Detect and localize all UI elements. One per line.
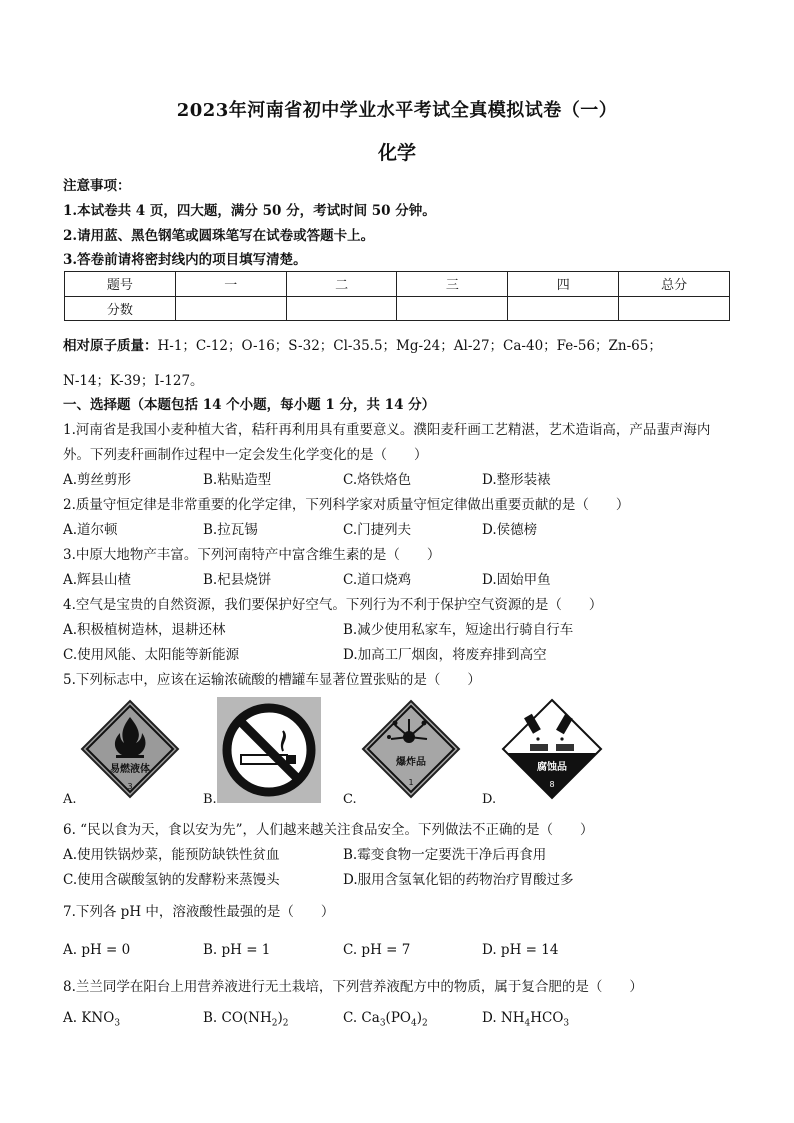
- score-cell: 总分: [619, 272, 730, 297]
- q6-option-b: B.霉变食物一定要洗干净后再食用: [343, 847, 547, 863]
- q8-option-d: D. $NH_4HCO_3$: [482, 1010, 570, 1029]
- q1-option-d: D.整形装裱: [482, 472, 551, 488]
- q7-option-b: B. pH = 1: [203, 942, 271, 958]
- q2-option-a: A.道尔顿: [63, 522, 118, 538]
- score-cell: 分数: [65, 296, 176, 321]
- score-cell: 题号: [65, 272, 176, 297]
- atomic-mass-values: H-1；C-12；O-16；S-32；Cl-35.5；Mg-24；Al-27；Ca-40；Fe-56；Zn-65；: [157, 338, 662, 354]
- atomic-mass-line-2: N-14；K-39；I-127。: [63, 373, 204, 389]
- notice-item-3: 3.答卷前请将密封线内的项目填写清楚。: [63, 252, 307, 268]
- question-1-stem: 1.河南省是我国小麦种植大省，秸秆再利用具有重要意义。濮阳麦秆画工艺精湛，艺术造诣高，产品蜚声海内: [63, 422, 711, 438]
- q2-option-d: D.侯德榜: [482, 522, 538, 538]
- sign-d-number: 8: [549, 780, 555, 789]
- score-entry-cell[interactable]: [175, 296, 286, 321]
- score-table-header-row: [65, 272, 730, 297]
- q5-option-c: C.: [343, 792, 357, 807]
- q5-option-a: A.: [63, 792, 77, 807]
- notice-heading: 注意事项：: [63, 178, 131, 194]
- q4-option-c: C.使用风能、太阳能等新能源: [63, 647, 240, 663]
- corrosive-sign: [500, 697, 604, 803]
- question-5-stem: 5.下列标志中，应该在运输浓硫酸的槽罐车显著位置张贴的是（ ）: [63, 672, 481, 688]
- score-entry-cell[interactable]: [286, 296, 397, 321]
- q4-option-a: A.积极植树造林，退耕还林: [63, 622, 226, 638]
- notice-item-1: 1.本试卷共 4 页，四大题，满分 50 分，考试时间 50 分钟。: [63, 203, 436, 219]
- question-3-stem: 3.中原大地物产丰富。下列河南特产中富含维生素的是（ ）: [63, 547, 441, 563]
- explosive-sign: [359, 697, 463, 803]
- sign-a-number: 3: [127, 782, 133, 791]
- q4-option-b: B.减少使用私家车，短途出行骑自行车: [343, 622, 574, 638]
- flammable-liquid-sign: [78, 697, 182, 803]
- score-entry-cell[interactable]: [397, 296, 508, 321]
- atomic-mass-line: [63, 334, 662, 354]
- score-entry-cell[interactable]: [619, 296, 730, 321]
- score-entry-cell[interactable]: [508, 296, 619, 321]
- q1-option-a: A.剪丝剪形: [63, 472, 132, 488]
- q3-option-d: D.固始甲鱼: [482, 572, 551, 588]
- q6-option-d: D.服用含氢氧化铝的药物治疗胃酸过多: [343, 872, 574, 888]
- question-2-stem: 2.质量守恒定律是非常重要的化学定律，下列科学家对质量守恒定律做出重要贡献的是（ ）: [63, 497, 630, 513]
- score-cell: 二: [286, 272, 397, 297]
- section-heading: 一、选择题（本题包括 14 个小题，每小题 1 分，共 14 分）: [63, 397, 436, 413]
- q8-option-a: A. $KNO_3$: [63, 1010, 121, 1029]
- subject-title: 化学: [377, 142, 416, 164]
- sign-c-number: 1: [408, 778, 414, 787]
- question-6-stem: 6. “民以食为天，食以安为先”，人们越来越关注食品安全。下列做法不正确的是（ ）: [63, 822, 594, 838]
- question-4-stem: 4.空气是宝贵的自然资源，我们要保护好空气。下列行为不利于保护空气资源的是（ ）: [63, 597, 603, 613]
- q7-option-c: C. pH = 7: [343, 942, 411, 958]
- no-smoking-sign: [217, 697, 321, 803]
- atomic-mass-label: 相对原子质量：: [63, 338, 158, 354]
- question-8-stem: 8.兰兰同学在阳台上用营养液进行无土栽培，下列营养液配方中的物质，属于复合肥的是（ ）: [63, 979, 643, 995]
- score-cell: 三: [397, 272, 508, 297]
- notice-item-2: 2.请用蓝、黑色钢笔或圆珠笔写在试卷或答题卡上。: [63, 228, 375, 244]
- score-cell: 一: [175, 272, 286, 297]
- score-table-score-row: [65, 296, 730, 321]
- q8-option-b: B. $CO(NH_2)_2$: [203, 1010, 289, 1029]
- sign-d-text: 腐蚀品: [537, 762, 567, 773]
- q5-option-b: B.: [203, 792, 217, 807]
- q4-option-d: D.加高工厂烟囱，将废弃排到高空: [343, 647, 547, 663]
- q6-option-a: A.使用铁锅炒菜，能预防缺铁性贫血: [63, 847, 280, 863]
- q3-option-a: A.辉县山楂: [63, 572, 132, 588]
- q5-option-d: D.: [482, 792, 497, 807]
- q1-option-b: B.粘贴造型: [203, 472, 272, 488]
- question-1-stem-cont: 外。下列麦秆画制作过程中一定会发生化学变化的是（ ）: [63, 447, 428, 463]
- q7-option-a: A. pH = 0: [63, 942, 131, 958]
- q6-option-c: C.使用含碳酸氢钠的发酵粉来蒸馒头: [63, 872, 280, 888]
- q2-option-c: C.门捷列夫: [343, 522, 412, 538]
- score-cell: 四: [508, 272, 619, 297]
- q2-option-b: B.拉瓦锡: [203, 522, 258, 538]
- q3-option-b: B.杞县烧饼: [203, 572, 272, 588]
- q3-option-c: C.道口烧鸡: [343, 572, 412, 588]
- sign-c-text: 爆炸品: [396, 757, 426, 768]
- page-title: 2023年河南省初中学业水平考试全真模拟试卷（一）: [176, 100, 618, 121]
- q1-option-c: C.烙铁烙色: [343, 472, 412, 488]
- sign-a-text: 易燃液体: [110, 764, 150, 775]
- q7-option-d: D. pH = 14: [482, 942, 559, 958]
- question-7-stem: 7.下列各 pH 中，溶液酸性最强的是（ ）: [63, 904, 335, 920]
- q8-option-c: C. $Ca_3(PO_4)_2$: [343, 1010, 428, 1029]
- score-table: [64, 271, 730, 321]
